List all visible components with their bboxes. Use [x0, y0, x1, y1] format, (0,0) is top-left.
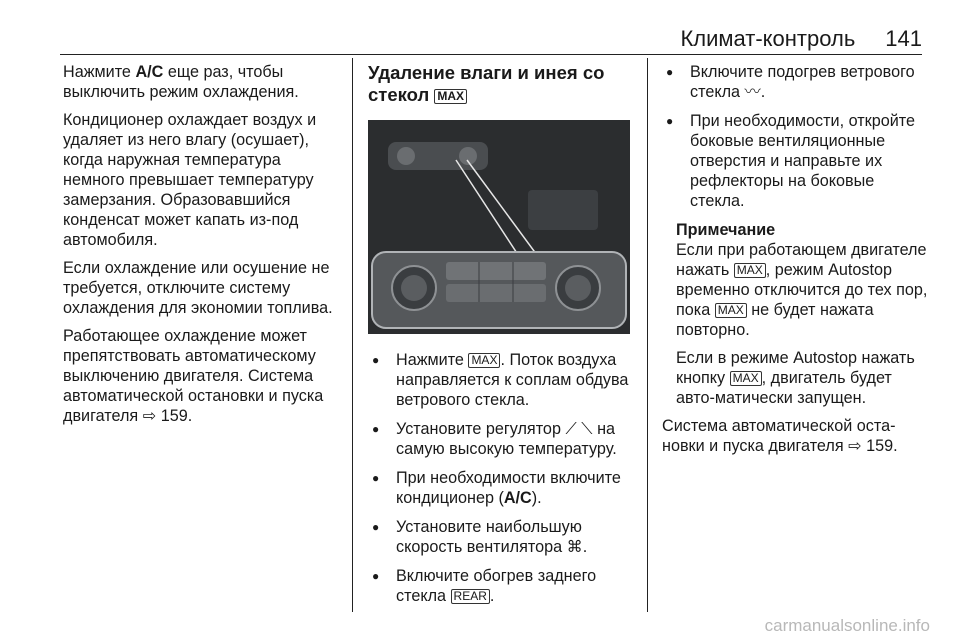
defrost-max-icon: MAX: [715, 303, 747, 318]
defrost-max-icon: MAX: [434, 89, 467, 104]
list-item: ● При необходимости, откройте боковые вентиляционные отверстия и направьте их рефлекторы на боковые стекла.: [662, 111, 930, 211]
defrost-max-icon: MAX: [468, 353, 500, 368]
column-1: [63, 62, 345, 434]
page-reference-link[interactable]: ⇨ 159.: [142, 407, 193, 425]
list-item: ● Установите регулятор ⟋ ⟍ на самую высокую температуру.: [368, 419, 636, 459]
column-divider-2: [647, 58, 648, 612]
note-paragraph: Если при работающем двигателе нажать MAX , режим Autostop временно отключится до тех пор, пока MAX не будет нажата повторно.: [676, 241, 928, 339]
page-reference-link[interactable]: ⇨ 159.: [848, 437, 898, 455]
list-item: ● Включите подогрев ветрового стекла 〰.: [662, 62, 930, 102]
note-block: [662, 220, 930, 408]
page-header: [60, 26, 922, 52]
section-title: Климат-контроль: [680, 26, 856, 51]
watermark: carmanualsonline.info: [764, 616, 930, 635]
list-item: ● Нажмите MAX . Поток воздуха направляется к соплам обдува ветрового стекла.: [368, 350, 636, 410]
climate-panel-illustration: [368, 120, 630, 334]
column-2: [368, 62, 636, 615]
rear-defrost-icon: REAR: [451, 589, 490, 604]
temperature-knob-icon: ⟋ ⟍: [565, 420, 593, 438]
paragraph-dehumidify: Кондиционер охлаждает воздух и удаляет из него влагу (осушает), когда наружная температура немного превышает температуру замерзания. Образовавшийся конденсат может капать из-под автомобиля.: [63, 111, 317, 249]
note-title: Примечание: [676, 221, 776, 239]
ac-label: A/C: [503, 489, 532, 507]
section-heading: Удаление влаги и инея со стекол MAX: [368, 62, 605, 105]
fan-icon: ⌘: [566, 538, 583, 556]
column-3: [662, 62, 930, 464]
defrost-max-icon: MAX: [734, 263, 766, 278]
windshield-heat-icon: 〰: [744, 83, 761, 101]
paragraph-autostop-ref: Система автоматической оста-новки и пуска двигателя ⇨ 159.: [662, 417, 898, 455]
paragraph-ac-off: Нажмите A/C еще раз, чтобы выключить режим охлаждения.: [63, 63, 299, 101]
list-item: ● Включите обогрев заднего стекла REAR .: [368, 566, 636, 606]
page-number: 141: [885, 26, 922, 51]
climate-panel-photo: [368, 120, 630, 334]
paragraph-autostop: Работающее охлаждение может препятствовать автоматическому выключению двигателя. Система автоматической остановки и пуска двигателя ⇨ 159.: [63, 327, 324, 425]
column-divider-1: [352, 58, 353, 612]
list-item: ● Установите наибольшую скорость вентилятора ⌘.: [368, 517, 636, 557]
paragraph-fuel-saving: Если охлаждение или осушение не требуется, отключите систему охлаждения для экономии топлива.: [63, 259, 333, 317]
list-item: ● При необходимости включите кондиционер (A/C).: [368, 468, 636, 508]
defrost-max-icon: MAX: [730, 371, 762, 386]
note-paragraph: Если в режиме Autostop нажать кнопку MAX , двигатель будет авто-матически запущен.: [676, 349, 915, 407]
ac-label: A/C: [135, 63, 164, 81]
header-rule: [60, 54, 922, 55]
